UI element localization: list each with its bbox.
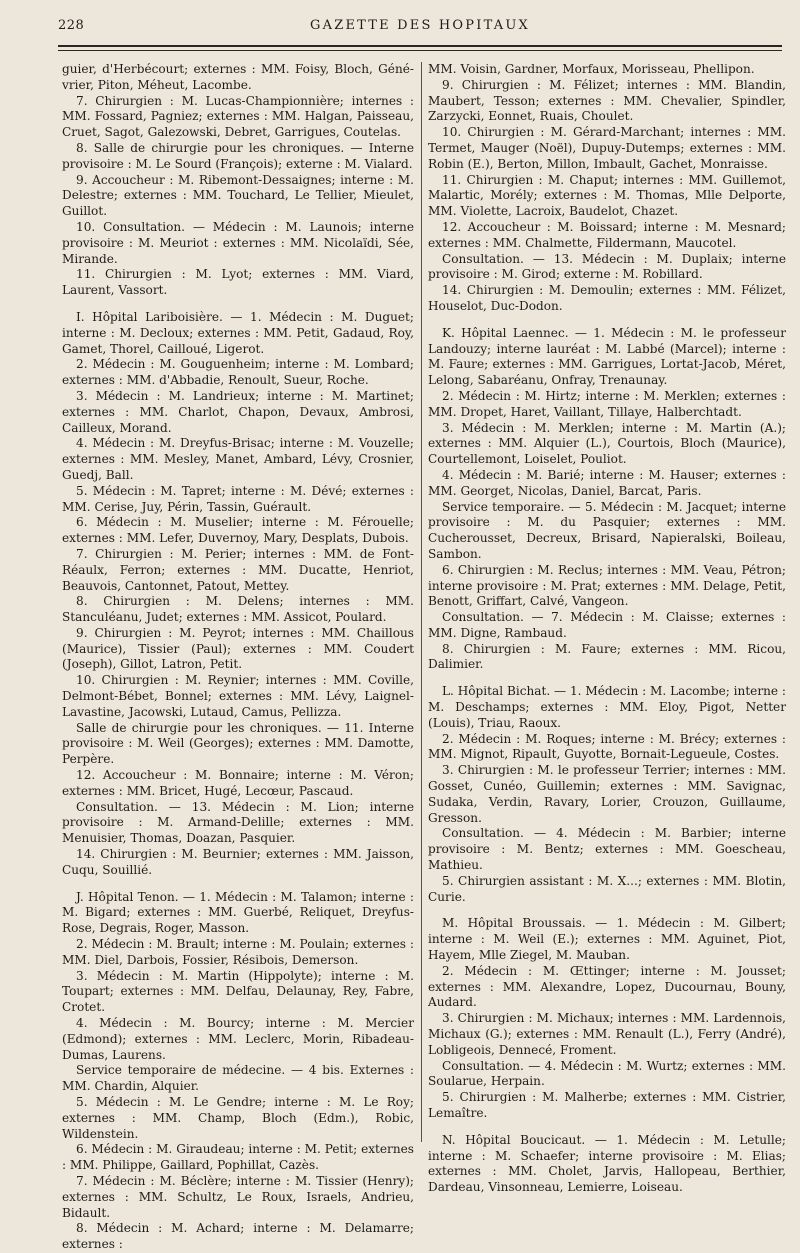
paragraph: 9. Chirurgien : M. Félizet; internes : MM. Blandin, Maubert, Tesson; externes : MM. Chevalier, Spindler, Zarzycki, Eonnet, Ruais, Choulet. xyxy=(428,77,786,124)
paragraph: N. Hôpital Boucicaut. — 1. Médecin : M. Letulle; interne : M. Schaefer; interne provisoire : M. Elias; externes : MM. Cholet, Jarvis, Hallopeau, Berthier, Dardeau, Vinsonneau, Lemierre, Loiseau. xyxy=(428,1132,786,1195)
paragraph: 2. Médecin : M. Roques; interne : M. Brécy; externes : MM. Mignot, Ripault, Guyotte, Bornait-Legueule, Costes. xyxy=(428,731,786,762)
paragraph: 8. Salle de chirurgie pour les chroniques. — Interne provisoire : M. Le Sourd (François); externe : M. Vialard. xyxy=(62,140,414,171)
paragraph: K. Hôpital Laennec. — 1. Médecin : M. le professeur Landouzy; interne lauréat : M. Labbé (Marcel); interne : M. Faure; externes : MM. Garrigues, Lortat-Jacob, Méret, Lelong, Sabaréanu, Onfray, Trenaunay. xyxy=(428,325,786,388)
paragraph: Consultation. — 7. Médecin : M. Claisse; externes : MM. Digne, Rambaud. xyxy=(428,610,786,640)
paragraph: 3. Médecin : M. Merklen; interne : M. Martin (A.); externes : MM. Alquier (L.), Courtois, Bloch (Maurice), Courtellemont, Loiselet, Pouliot. xyxy=(428,420,786,467)
paragraph: M. Hôpital Broussais. — 1. Médecin : M. Gilbert; interne : M. Weil (E.); externes : MM. Aguinet, Piot, Hayem, Mlle Ziegel, M. Mauban. xyxy=(428,916,786,963)
paragraph: 3. Chirurgien : M. le professeur Terrier; internes : MM. Gosset, Cunéo, Guillemin; externes : MM. Savignac, Sudaka, Verdin, Ravary, Lorier, Crouzon, Guillaume, Gresson. xyxy=(428,763,786,825)
paragraph: Service temporaire de médecine. — 4 bis. Externes : MM. Chardin, Alquier. xyxy=(62,1063,414,1094)
paragraph: 4. Médecin : M. Bourcy; interne : M. Mercier (Edmond); externes : MM. Leclerc, Morin, Ribadeau-Dumas, Laurens. xyxy=(62,1016,414,1062)
paragraph: MM. Voisin, Gardner, Morfaux, Morisseau, Phellipon. xyxy=(428,62,755,76)
paragraph: 7. Chirurgien : M. Perier; internes : MM. de Font-Réaulx, Ferron; externes : MM. Ducatte, Henriot, Beauvois, Cantonnet, Patout, Mettey. xyxy=(62,546,414,593)
header-rule-thick xyxy=(58,45,782,47)
running-title: GAZETTE DES HOPITAUX xyxy=(310,18,530,33)
paragraph: Salle de chirurgie pour les chroniques. — 11. Interne provisoire : M. Weil (Georges); externes : MM. Damotte, Perpère. xyxy=(62,720,414,767)
paragraph: I. Hôpital Lariboisière. — 1. Médecin : M. Duguet; interne : M. Decloux; externes : MM. Petit, Gadaud, Roy, Gamet, Thorel, Cailloué, Ligerot. xyxy=(62,309,414,356)
paragraph: 2. Médecin : M. Hirtz; interne : M. Merklen; externes : MM. Dropet, Haret, Vaillant, Tillaye, Halberchtadt. xyxy=(428,388,786,419)
paragraph: 2. Médecin : M. Brault; interne : M. Poulain; externes : MM. Diel, Darbois, Fossier, Résibois, Demerson. xyxy=(62,937,414,967)
paragraph: J. Hôpital Tenon. — 1. Médecin : M. Talamon; interne : M. Bigard; externes : MM. Guerbé, Reliquet, Dreyfus-Rose, Degrais, Roger, Masson. xyxy=(62,889,414,936)
paragraph: 3. Médecin : M. Martin (Hippolyte); interne : M. Toupart; externes : MM. Delfau, Delaunay, Rey, Fabre, Crotet. xyxy=(62,968,414,1015)
paragraph: 10. Chirurgien : M. Reynier; internes : MM. Coville, Delmont-Bébet, Bonnel; externes : MM. Lévy, Laignel-Lavastine, Jacowski, Lutaud, Camus, Pellizza. xyxy=(62,673,414,719)
paragraph: 9. Chirurgien : M. Peyrot; internes : MM. Chaillous (Maurice), Tissier (Paul); externes : MM. Coudert (Joseph), Gillot, Latron, Petit. xyxy=(62,625,414,672)
paragraph: 8. Médecin : M. Achard; interne : M. Delamarre; externes : xyxy=(62,1221,414,1252)
paragraph: guier, d'Herbécourt; externes : MM. Foisy, Bloch, Géné-vrier, Piton, Méheut, Lacombe. xyxy=(62,62,414,92)
paragraph: Consultation. — 13. Médecin : M. Duplaix; interne provisoire : M. Girod; externe : M. Robillard. xyxy=(428,251,786,282)
paragraph: 7. Médecin : M. Béclère; interne : M. Tissier (Henry); externes : MM. Schultz, Le Roux, Israels, Andrieu, Bidault. xyxy=(62,1173,414,1220)
paragraph: 4. Médecin : M. Barié; interne : M. Hauser; externes : MM. Georget, Nicolas, Daniel, Barcat, Paris. xyxy=(428,467,786,498)
header-rule-thin xyxy=(58,50,782,51)
paragraph: 5. Médecin : M. Tapret; interne : M. Dévé; externes : MM. Cerise, Juy, Périn, Tassin, Guérault. xyxy=(62,483,414,514)
paragraph: 3. Chirurgien : M. Michaux; internes : MM. Lardennois, Michaux (G.); externes : MM. Renault (L.), Ferry (André), Lobligeois, Dennecé, Froment. xyxy=(428,1011,786,1057)
paragraph: 14. Chirurgien : M. Beurnier; externes : MM. Jaisson, Cuqu, Souillié. xyxy=(62,847,414,877)
paragraph: 10. Consultation. — Médecin : M. Launois; interne provisoire : M. Meuriot : externes : MM. Nicolaïdi, Sée, Mirande. xyxy=(62,219,414,266)
paragraph: Service temporaire. — 5. Médecin : M. Jacquet; interne provisoire : M. du Pasquier; externes : MM. Cucherousset, Decreux, Brisard, Napieralski, Boileau, Sambon. xyxy=(428,499,786,561)
paragraph: 11. Chirurgien : M. Lyot; externes : MM. Viard, Laurent, Vassort. xyxy=(62,267,414,298)
paragraph: 5. Chirurgien : M. Malherbe; externes : MM. Cistrier, Lemaître. xyxy=(428,1090,786,1120)
paragraph: 8. Chirurgien : M. Faure; externes : MM. Ricou, Dalimier. xyxy=(428,641,786,672)
paragraph: 6. Chirurgien : M. Reclus; internes : MM. Veau, Pétron; interne provisoire : M. Prat; externes : MM. Delage, Petit, Benott, Griffart, Calvé, Vangeon. xyxy=(428,562,786,609)
paragraph: 10. Chirurgien : M. Gérard-Marchant; internes : MM. Termet, Mauger (Noël), Dupuy-Dutemps; externes : MM. Robin (E.), Berton, Millon, Imbault, Gachet, Monraisse. xyxy=(428,125,786,171)
paragraph: Consultation. — 13. Médecin : M. Lion; interne provisoire : M. Armand-Delille; externes : MM. Menuisier, Thomas, Doazan, Pasquier. xyxy=(62,799,414,846)
paragraph: 4. Médecin : M. Dreyfus-Brisac; interne : M. Vouzelle; externes : MM. Mesley, Manet, Ambard, Lévy, Crosnier, Guedj, Ball. xyxy=(62,436,414,482)
paragraph: 7. Chirurgien : M. Lucas-Championnière; internes : MM. Fossard, Pagniez; externes : MM. Halgan, Paisseau, Cruet, Sagot, Galezowski, Debret, Garrigues, Coutelas. xyxy=(62,93,414,140)
paragraph: L. Hôpital Bichat. — 1. Médecin : M. Lacombe; interne : M. Deschamps; externes : MM. Eloy, Pigot, Netter (Louis), Triau, Raoux. xyxy=(428,684,786,730)
paragraph: 6. Médecin : M. Muselier; interne : M. Férouelle; externes : MM. Lefer, Duvernoy, Mary, Desplats, Dubois. xyxy=(62,515,414,546)
paragraph: 12. Accoucheur : M. Bonnaire; interne : M. Véron; externes : MM. Bricet, Hugé, Lecœur, Pascaud. xyxy=(62,768,414,798)
paragraph: 6. Médecin : M. Giraudeau; interne : M. Petit; externes : MM. Philippe, Gaillard, Pophillat, Cazès. xyxy=(62,1142,414,1173)
paragraph: Consultation. — 4. Médecin : M. Wurtz; externes : MM. Soularue, Herpain. xyxy=(428,1058,786,1089)
column-divider xyxy=(421,62,422,1142)
paragraph: 8. Chirurgien : M. Delens; internes : MM. Stanculéanu, Judet; externes : MM. Assicot, Poulard. xyxy=(62,594,414,625)
paragraph: 12. Accoucheur : M. Boissard; interne : M. Mesnard; externes : MM. Chalmette, Fildermann, Maucotel. xyxy=(428,219,786,250)
paragraph: Consultation. — 4. Médecin : M. Barbier; interne provisoire : M. Bentz; externes : MM. Goescheau, Mathieu. xyxy=(428,826,786,873)
paragraph: 3. Médecin : M. Landrieux; interne : M. Martinet; externes : MM. Charlot, Chapon, Devaux, Ambrosi, Cailleux, Morand. xyxy=(62,388,414,435)
paragraph: 14. Chirurgien : M. Demoulin; externes : MM. Félizet, Houselot, Duc-Dodon. xyxy=(428,283,786,313)
paragraph: 2. Médecin : M. Gouguenheim; interne : M. Lombard; externes : MM. d'Abbadie, Renoult, Sueur, Roche. xyxy=(62,357,414,388)
paragraph: 5. Médecin : M. Le Gendre; interne : M. Le Roy; externes : MM. Champ, Bloch (Edm.), Robic, Wildenstein. xyxy=(62,1095,414,1141)
paragraph: 5. Chirurgien assistant : M. X...; externes : MM. Blotin, Curie. xyxy=(428,873,786,904)
left-column xyxy=(62,62,414,1252)
right-column xyxy=(428,62,786,1195)
paragraph: 11. Chirurgien : M. Chaput; internes : MM. Guillemot, Malartic, Morély; externes : M. Thomas, Mlle Delporte, MM. Violette, Lacroix, Baudelot, Chazet. xyxy=(428,172,786,219)
page-number: 228 xyxy=(58,18,85,33)
paragraph: 2. Médecin : M. Œttinger; interne : M. Jousset; externes : MM. Alexandre, Lopez, Ducournau, Bouny, Audard. xyxy=(428,963,786,1010)
paragraph: 9. Accoucheur : M. Ribemont-Dessaignes; interne : M. Delestre; externes : MM. Touchard, Le Tellier, Mieulet, Guillot. xyxy=(62,172,414,219)
page-header xyxy=(58,16,782,40)
